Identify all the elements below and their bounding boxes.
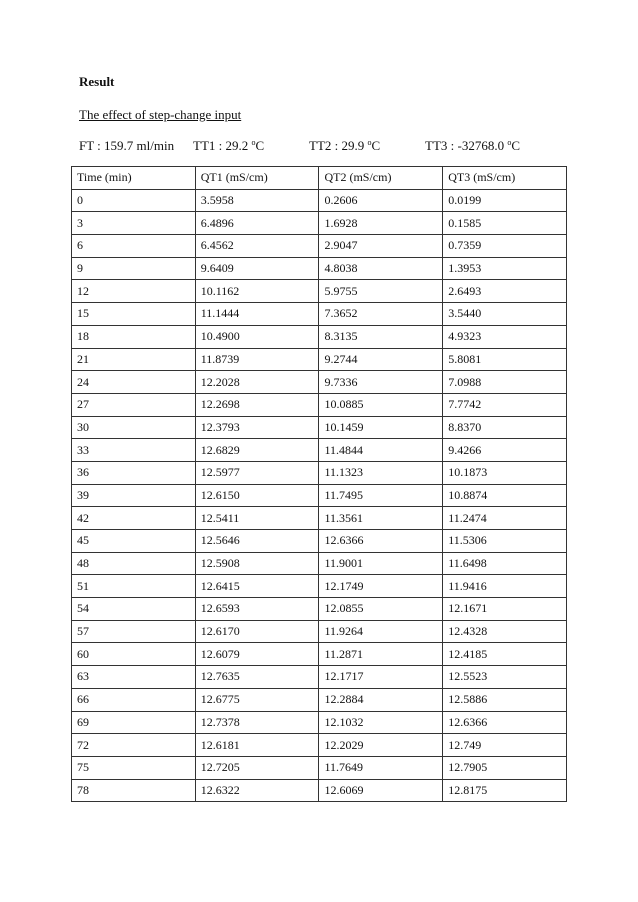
table-cell: 54	[72, 598, 196, 621]
table-cell: 11.6498	[443, 552, 567, 575]
table-row	[72, 688, 567, 711]
table-row	[72, 325, 567, 348]
table-cell: 12.0855	[319, 598, 443, 621]
table-cell: 12.7635	[195, 666, 319, 689]
table-cell: 0.0199	[443, 189, 567, 212]
table-cell: 2.6493	[443, 280, 567, 303]
column-header: QT1 (mS/cm)	[195, 167, 319, 190]
table-cell: 7.0988	[443, 371, 567, 394]
table-cell: 9.2744	[319, 348, 443, 371]
table-cell: 11.2474	[443, 507, 567, 530]
table-cell: 11.8739	[195, 348, 319, 371]
table-cell: 60	[72, 643, 196, 666]
table-row	[72, 393, 567, 416]
table-cell: 21	[72, 348, 196, 371]
table-cell: 78	[72, 779, 196, 802]
column-header: Time (min)	[72, 167, 196, 190]
table-cell: 10.4900	[195, 325, 319, 348]
table-cell: 51	[72, 575, 196, 598]
table-row	[72, 235, 567, 258]
table-cell: 12.6593	[195, 598, 319, 621]
table-cell: 11.9264	[319, 620, 443, 643]
section-subheading: The effect of step-change input	[79, 107, 242, 122]
table-row	[72, 734, 567, 757]
table-row	[72, 779, 567, 802]
table-cell: 57	[72, 620, 196, 643]
table-cell: 72	[72, 734, 196, 757]
table-cell: 11.1323	[319, 461, 443, 484]
table-cell: 12.6775	[195, 688, 319, 711]
table-cell: 11.7495	[319, 484, 443, 507]
table-row	[72, 257, 567, 280]
table-cell: 11.9001	[319, 552, 443, 575]
table-cell: 3.5440	[443, 303, 567, 326]
table-cell: 12.4328	[443, 620, 567, 643]
table-cell: 6	[72, 235, 196, 258]
table-cell: 12.1032	[319, 711, 443, 734]
table-cell: 12.2029	[319, 734, 443, 757]
table-cell: 12.6170	[195, 620, 319, 643]
table-cell: 42	[72, 507, 196, 530]
table-cell: 0.1585	[443, 212, 567, 235]
table-cell: 12.6079	[195, 643, 319, 666]
table-cell: 6.4896	[195, 212, 319, 235]
table-cell: 12.2698	[195, 393, 319, 416]
table-cell: 12	[72, 280, 196, 303]
table-cell: 36	[72, 461, 196, 484]
table-cell: 12.3793	[195, 416, 319, 439]
table-cell: 12.7905	[443, 756, 567, 779]
ft-value: FT : 159.7 ml/min	[79, 138, 175, 153]
table-cell: 0.7359	[443, 235, 567, 258]
table-cell: 63	[72, 666, 196, 689]
table-header-row	[72, 167, 567, 190]
table-row	[72, 643, 567, 666]
table-cell: 12.5646	[195, 530, 319, 553]
table-cell: 45	[72, 530, 196, 553]
table-row	[72, 484, 567, 507]
table-cell: 75	[72, 756, 196, 779]
tt3-value: TT3 : -32768.0 $^o$C	[425, 138, 520, 153]
table-row	[72, 530, 567, 553]
table-cell: 11.7649	[319, 756, 443, 779]
table-row	[72, 598, 567, 621]
table-cell: 11.1444	[195, 303, 319, 326]
table-cell: 8.3135	[319, 325, 443, 348]
table-row	[72, 371, 567, 394]
table-cell: 12.2884	[319, 688, 443, 711]
section-heading: Result	[79, 74, 115, 89]
table-row	[72, 666, 567, 689]
table-row	[72, 348, 567, 371]
table-cell: 12.2028	[195, 371, 319, 394]
table-cell: 7.3652	[319, 303, 443, 326]
table-row	[72, 303, 567, 326]
table-cell: 11.4844	[319, 439, 443, 462]
table-row	[72, 575, 567, 598]
table-cell: 12.4185	[443, 643, 567, 666]
table-cell: 9.4266	[443, 439, 567, 462]
table-cell: 48	[72, 552, 196, 575]
table-cell: 2.9047	[319, 235, 443, 258]
table-cell: 12.5886	[443, 688, 567, 711]
table-cell: 10.0885	[319, 393, 443, 416]
tt2-value: TT2 : 29.9 $^o$C	[309, 138, 381, 153]
table-cell: 11.9416	[443, 575, 567, 598]
table-cell: 0	[72, 189, 196, 212]
table-cell: 3.5958	[195, 189, 319, 212]
table-cell: 6.4562	[195, 235, 319, 258]
table-cell: 1.3953	[443, 257, 567, 280]
table-row	[72, 189, 567, 212]
table-cell: 66	[72, 688, 196, 711]
table-cell: 9	[72, 257, 196, 280]
table-cell: 11.3561	[319, 507, 443, 530]
table-cell: 4.8038	[319, 257, 443, 280]
table-cell: 10.1459	[319, 416, 443, 439]
table-cell: 69	[72, 711, 196, 734]
table-row	[72, 620, 567, 643]
table-row	[72, 416, 567, 439]
table-row	[72, 212, 567, 235]
table-cell: 12.6829	[195, 439, 319, 462]
table-cell: 10.8874	[443, 484, 567, 507]
table-row	[72, 439, 567, 462]
table-cell: 1.6928	[319, 212, 443, 235]
table-cell: 12.6415	[195, 575, 319, 598]
column-header: QT2 (mS/cm)	[319, 167, 443, 190]
table-cell: 3	[72, 212, 196, 235]
table-cell: 11.2871	[319, 643, 443, 666]
table-cell: 4.9323	[443, 325, 567, 348]
table-cell: 12.5411	[195, 507, 319, 530]
column-header: QT3 (mS/cm)	[443, 167, 567, 190]
table-cell: 0.2606	[319, 189, 443, 212]
table-row	[72, 461, 567, 484]
table-cell: 12.1717	[319, 666, 443, 689]
table-cell: 12.6181	[195, 734, 319, 757]
table-cell: 12.5908	[195, 552, 319, 575]
table-cell: 10.1162	[195, 280, 319, 303]
table-cell: 27	[72, 393, 196, 416]
table-cell: 12.5977	[195, 461, 319, 484]
table-cell: 9.7336	[319, 371, 443, 394]
table-cell: 12.6150	[195, 484, 319, 507]
table-cell: 12.6366	[319, 530, 443, 553]
table-cell: 12.749	[443, 734, 567, 757]
tt1-value: TT1 : 29.2 $^o$C	[193, 138, 265, 153]
table-cell: 18	[72, 325, 196, 348]
table-cell: 5.8081	[443, 348, 567, 371]
table-cell: 5.9755	[319, 280, 443, 303]
table-cell: 10.1873	[443, 461, 567, 484]
table-cell: 12.5523	[443, 666, 567, 689]
table-cell: 12.6366	[443, 711, 567, 734]
table-cell: 7.7742	[443, 393, 567, 416]
table-cell: 12.7378	[195, 711, 319, 734]
parameters-line	[79, 138, 559, 156]
table-cell: 12.1749	[319, 575, 443, 598]
table-cell: 11.5306	[443, 530, 567, 553]
table-cell: 9.6409	[195, 257, 319, 280]
table-cell: 30	[72, 416, 196, 439]
table-row	[72, 756, 567, 779]
table-cell: 15	[72, 303, 196, 326]
table-cell: 12.7205	[195, 756, 319, 779]
table-cell: 12.1671	[443, 598, 567, 621]
table-cell: 12.8175	[443, 779, 567, 802]
table-row	[72, 280, 567, 303]
table-row	[72, 552, 567, 575]
table-cell: 8.8370	[443, 416, 567, 439]
table-row	[72, 507, 567, 530]
table-cell: 24	[72, 371, 196, 394]
table-cell: 12.6069	[319, 779, 443, 802]
results-table	[71, 166, 567, 802]
table-row	[72, 711, 567, 734]
table-cell: 39	[72, 484, 196, 507]
table-cell: 33	[72, 439, 196, 462]
table-cell: 12.6322	[195, 779, 319, 802]
